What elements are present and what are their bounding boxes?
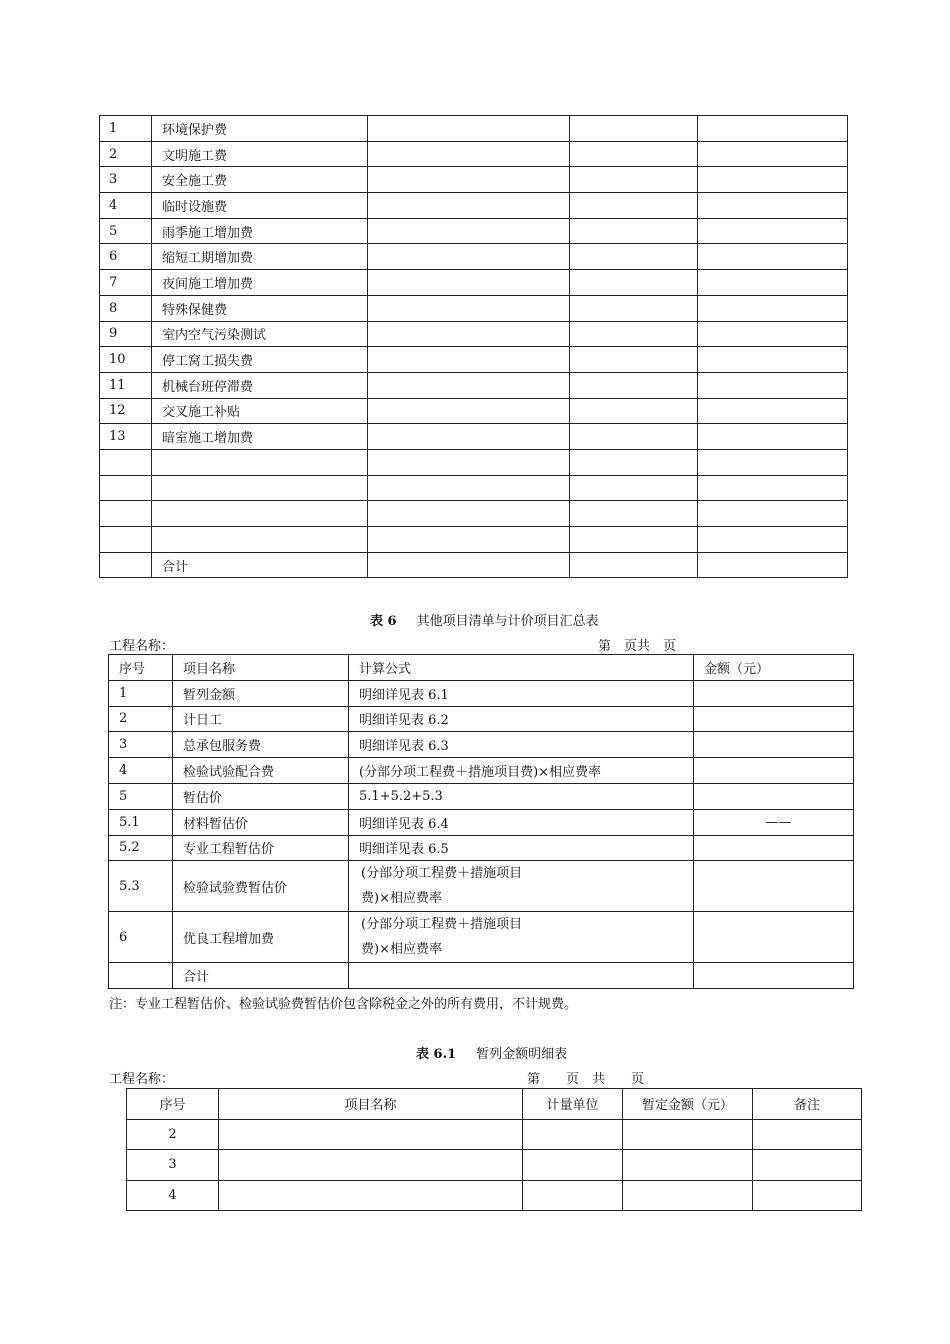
row-formula-line1: (分部分项工程费＋措施项目	[361, 917, 523, 933]
row-col3	[368, 398, 570, 424]
row-remark	[753, 1180, 862, 1211]
row-name: 文明施工费	[152, 141, 368, 167]
row-name	[219, 1180, 523, 1211]
row-no: 11	[100, 372, 152, 398]
row-col4	[570, 321, 698, 347]
row-no: 12	[100, 398, 152, 424]
row-amount	[623, 1180, 753, 1211]
row-formula	[349, 963, 694, 989]
row-amount	[694, 861, 854, 912]
provisional-sum-detail-table	[126, 1088, 862, 1211]
table61-header-unit: 计量单位	[523, 1089, 623, 1120]
row-no: 6	[109, 912, 173, 963]
row-col4	[570, 295, 698, 321]
table-row	[100, 398, 848, 424]
row-col5	[698, 347, 848, 373]
row-unit	[523, 1119, 623, 1150]
row-col3	[368, 424, 570, 450]
row-name: 合计	[152, 552, 368, 578]
table6-caption	[370, 610, 599, 629]
table6-header-no: 序号	[109, 655, 173, 681]
row-col5	[698, 141, 848, 167]
row-col3	[368, 193, 570, 219]
row-name: 雨季施工增加费	[152, 218, 368, 244]
row-col4	[570, 193, 698, 219]
row-col3	[368, 347, 570, 373]
row-no: 6	[100, 244, 152, 270]
row-name: 夜间施工增加费	[152, 270, 368, 296]
row-name	[152, 501, 368, 527]
row-no: 2	[127, 1119, 219, 1150]
row-no: 10	[100, 347, 152, 373]
row-col5	[698, 218, 848, 244]
row-no: 5	[100, 218, 152, 244]
row-col3	[368, 552, 570, 578]
row-col3	[368, 449, 570, 475]
table61-header-remark: 备注	[753, 1089, 862, 1120]
other-items-summary-table	[108, 654, 854, 989]
row-col5	[698, 295, 848, 321]
row-col3	[368, 372, 570, 398]
table61-header-name: 项目名称	[219, 1089, 523, 1120]
row-col3	[368, 527, 570, 553]
row-no: 13	[100, 424, 152, 450]
table-row	[109, 706, 854, 732]
row-name: 缩短工期增加费	[152, 244, 368, 270]
row-name	[219, 1119, 523, 1150]
table-row	[127, 1180, 862, 1211]
row-name: 停工窝工损失费	[152, 347, 368, 373]
row-name: 优良工程增加费	[173, 912, 349, 963]
row-col4	[570, 449, 698, 475]
table-row	[100, 244, 848, 270]
row-amount	[694, 758, 854, 784]
row-col3	[368, 295, 570, 321]
row-col3	[368, 116, 570, 142]
table61-header-row	[127, 1089, 862, 1120]
row-col5	[698, 552, 848, 578]
row-col5	[698, 475, 848, 501]
row-col4	[570, 475, 698, 501]
row-amount	[623, 1119, 753, 1150]
table-row	[127, 1150, 862, 1181]
row-no: 5.1	[109, 809, 173, 835]
row-no: 9	[100, 321, 152, 347]
table6-note: 注：专业工程暂估价、检验试验费暂估价包含除税金之外的所有费用，不计规费。	[109, 997, 578, 1012]
row-col5	[698, 527, 848, 553]
row-col5	[698, 193, 848, 219]
row-col5	[698, 424, 848, 450]
row-col4	[570, 501, 698, 527]
row-no: 3	[100, 167, 152, 193]
row-amount	[694, 963, 854, 989]
table-row	[100, 193, 848, 219]
row-no	[100, 449, 152, 475]
row-no: 8	[100, 295, 152, 321]
row-formula-line2: 费)×相应费率	[361, 942, 442, 958]
row-amount	[694, 680, 854, 706]
row-formula: 明细详见表 6.5	[349, 835, 694, 861]
row-no: 3	[127, 1150, 219, 1181]
row-col3	[368, 270, 570, 296]
row-remark	[753, 1150, 862, 1181]
row-no: 2	[109, 706, 173, 732]
row-col4	[570, 270, 698, 296]
row-col4	[570, 244, 698, 270]
row-no: 4	[100, 193, 152, 219]
row-col4	[570, 167, 698, 193]
row-no	[100, 527, 152, 553]
row-formula	[349, 861, 694, 912]
row-col5	[698, 270, 848, 296]
row-no: 5	[109, 783, 173, 809]
table6-caption-number: 表 6	[370, 614, 397, 629]
row-no	[100, 501, 152, 527]
table-row	[100, 372, 848, 398]
table-row	[100, 424, 848, 450]
row-formula: 明细详见表 6.3	[349, 732, 694, 758]
row-col4	[570, 347, 698, 373]
row-name: 交叉施工补贴	[152, 398, 368, 424]
row-col3	[368, 167, 570, 193]
row-no: 7	[100, 270, 152, 296]
table-row	[109, 732, 854, 758]
table61-project-label: 工程名称：	[109, 1072, 175, 1087]
row-name: 检验试验费暂估价	[173, 861, 349, 912]
table61-header-amount: 暂定金额（元）	[623, 1089, 753, 1120]
row-col4	[570, 116, 698, 142]
table-row	[100, 475, 848, 501]
table-row	[127, 1119, 862, 1150]
table-row	[100, 552, 848, 578]
row-formula: 明细详见表 6.1	[349, 680, 694, 706]
row-name: 安全施工费	[152, 167, 368, 193]
table-row	[100, 270, 848, 296]
row-remark	[753, 1119, 862, 1150]
row-col3	[368, 475, 570, 501]
row-formula	[349, 912, 694, 963]
measure-fee-table	[99, 115, 848, 578]
table6-project-label: 工程名称：	[109, 639, 175, 654]
row-no: 2	[100, 141, 152, 167]
row-no	[100, 475, 152, 501]
row-col5	[698, 501, 848, 527]
row-name: 特殊保健费	[152, 295, 368, 321]
row-formula: (分部分项工程费＋措施项目费)×相应费率	[349, 758, 694, 784]
row-amount	[623, 1150, 753, 1181]
row-no: 3	[109, 732, 173, 758]
row-amount	[694, 706, 854, 732]
table6-header-amount: 金额（元）	[694, 655, 854, 681]
row-col4	[570, 424, 698, 450]
row-name: 专业工程暂估价	[173, 835, 349, 861]
row-name: 室内空气污染测试	[152, 321, 368, 347]
row-col3	[368, 244, 570, 270]
row-col4	[570, 218, 698, 244]
row-formula-line2: 费)×相应费率	[361, 891, 442, 907]
row-formula: 明细详见表 6.2	[349, 706, 694, 732]
row-col5	[698, 398, 848, 424]
row-amount	[694, 912, 854, 963]
row-no: 1	[109, 680, 173, 706]
row-col3	[368, 501, 570, 527]
table-row	[109, 680, 854, 706]
row-col5	[698, 116, 848, 142]
table-row	[100, 295, 848, 321]
table-row	[109, 758, 854, 784]
measure-fee-table-body	[100, 116, 848, 578]
row-no: 5.2	[109, 835, 173, 861]
row-amount	[694, 783, 854, 809]
table-row	[109, 835, 854, 861]
row-no: 4	[127, 1180, 219, 1211]
table61-caption-number: 表 6.1	[416, 1047, 457, 1062]
table6-header-name: 项目名称	[173, 655, 349, 681]
row-name	[152, 475, 368, 501]
row-no: 1	[100, 116, 152, 142]
row-no: 4	[109, 758, 173, 784]
table6-page-label: 第 页共 页	[598, 639, 677, 654]
table6-caption-text: 其他项目清单与计价项目汇总表	[416, 614, 599, 629]
row-col3	[368, 141, 570, 167]
table-row	[100, 141, 848, 167]
table-row	[109, 809, 854, 835]
row-no	[109, 963, 173, 989]
row-name: 材料暂估价	[173, 809, 349, 835]
row-no: 5.3	[109, 861, 173, 912]
table-row	[100, 449, 848, 475]
table-row	[100, 321, 848, 347]
row-name: 合计	[173, 963, 349, 989]
row-name: 环境保护费	[152, 116, 368, 142]
row-col5	[698, 321, 848, 347]
row-col5	[698, 244, 848, 270]
row-col4	[570, 527, 698, 553]
row-name: 临时设施费	[152, 193, 368, 219]
row-col3	[368, 218, 570, 244]
row-col4	[570, 372, 698, 398]
row-name: 暗室施工增加费	[152, 424, 368, 450]
table61-page-label: 第 页 共 页	[527, 1072, 645, 1087]
row-col4	[570, 552, 698, 578]
row-unit	[523, 1180, 623, 1211]
table-row	[100, 116, 848, 142]
row-amount	[694, 732, 854, 758]
row-formula: 5.1+5.2+5.3	[349, 783, 694, 809]
row-name: 暂估价	[173, 783, 349, 809]
row-name: 暂列金额	[173, 680, 349, 706]
row-col5	[698, 372, 848, 398]
row-name: 检验试验配合费	[173, 758, 349, 784]
row-formula: 明细详见表 6.4	[349, 809, 694, 835]
row-name: 总承包服务费	[173, 732, 349, 758]
row-name	[152, 527, 368, 553]
table6-header-row	[109, 655, 854, 681]
table61-caption-text: 暂列金额明细表	[476, 1047, 568, 1062]
row-unit	[523, 1150, 623, 1181]
table61-header-no: 序号	[127, 1089, 219, 1120]
table-row	[100, 347, 848, 373]
table61-caption	[416, 1043, 567, 1062]
row-name: 计日工	[173, 706, 349, 732]
table-row	[100, 501, 848, 527]
row-amount: ——	[694, 809, 854, 835]
table-row	[100, 218, 848, 244]
row-amount	[694, 835, 854, 861]
table-row	[100, 167, 848, 193]
row-name	[219, 1150, 523, 1181]
row-name	[152, 449, 368, 475]
table-row	[100, 527, 848, 553]
row-col5	[698, 449, 848, 475]
row-col4	[570, 141, 698, 167]
table-row	[109, 963, 854, 989]
row-name: 机械台班停滞费	[152, 372, 368, 398]
table-row	[109, 783, 854, 809]
row-col3	[368, 321, 570, 347]
row-no	[100, 552, 152, 578]
table-row	[109, 912, 854, 963]
row-formula-line1: (分部分项工程费＋措施项目	[361, 866, 523, 882]
table6-header-formula: 计算公式	[349, 655, 694, 681]
table-row	[109, 861, 854, 912]
row-col5	[698, 167, 848, 193]
row-col4	[570, 398, 698, 424]
